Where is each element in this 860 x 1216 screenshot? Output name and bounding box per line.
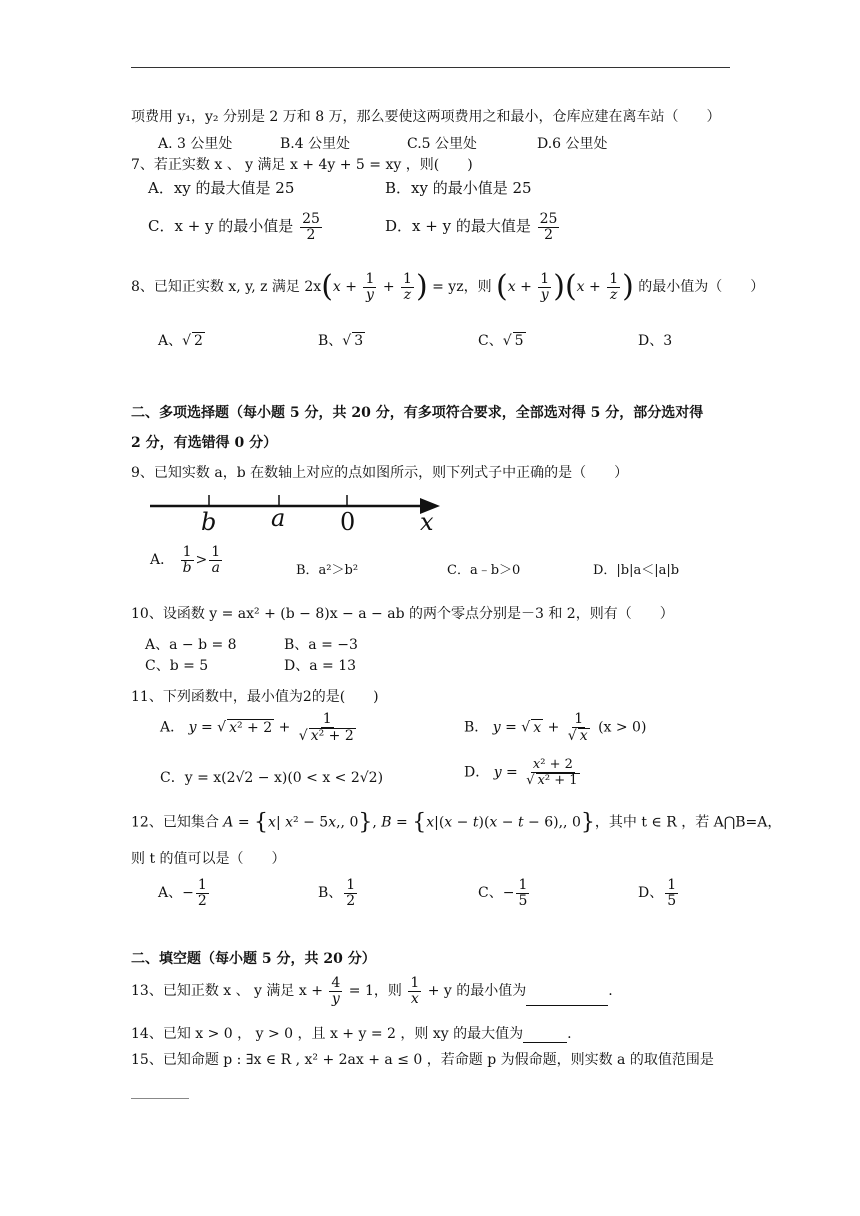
q10-option-a: A、a − b = 8	[145, 637, 237, 653]
q7-option-b: B．xy 的最小值是 25	[385, 179, 532, 197]
q12-option-b: B、 $\frac{1}{2}$	[318, 877, 356, 909]
q6-option-a: A. 3 公里处	[158, 136, 233, 152]
header-rule	[131, 67, 730, 68]
q13: 13、已知正数 x 、 y 满足 x + $\frac{4}{y}$ = 1，则 $\frac{1}{x}$ + y 的最小值为 .	[131, 975, 613, 1007]
q8-option-d: D、3	[638, 333, 673, 349]
q6-option-c: C.5 公里处	[407, 136, 478, 152]
section2-heading-line2: 2 分，有选错得 0 分）	[131, 435, 278, 451]
axis-label-b: b	[201, 508, 217, 536]
q12-stem: 12、已知集合 A = {x| x² − 5x,, 0}, B = {x|(x − t)(x − t − 6),, 0}，其中 t ∈ R ，若 A⋂B=A，	[131, 810, 782, 835]
q15: 15、已知命题 p : ∃x ∈ R , x² + 2ax + a ≤ 0 ，若命题 p 为假命题，则实数 a 的取值范围是	[131, 1052, 714, 1068]
section3-heading: 二、填空题（每小题 5 分，共 20 分）	[131, 951, 376, 967]
q13-answer-blank[interactable]	[526, 1005, 608, 1006]
q6-option-b: B.4 公里处	[280, 136, 351, 152]
q8-option-a: A、√ 2	[158, 333, 203, 349]
q8-option-b: B、√ 3	[318, 333, 364, 349]
axis-label-a: a	[271, 504, 286, 532]
q10-option-b: B、a = −3	[284, 637, 358, 653]
q11-option-c: C．y = x(2√2 − x)(0 < x < 2√2)	[160, 770, 384, 786]
q7-option-d: D．x + y 的最大值是 $\frac{25}{2}$	[385, 211, 558, 243]
q9-option-a: A． $\frac{1}{b}$ > $\frac{1}{a}$	[150, 544, 221, 576]
q14-answer-blank[interactable]	[523, 1042, 567, 1043]
q6-tail: 项费用 y₁，y₂ 分别是 2 万和 8 万，那么要使这两项费用之和最小，仓库应建在离车站（ ）	[131, 109, 721, 125]
q12-option-c: C、− $\frac{1}{5}$	[478, 877, 528, 909]
axis-label-x: x	[420, 508, 434, 536]
q9-option-b: B．a²＞b²	[296, 563, 359, 578]
q6-option-d: D.6 公里处	[537, 136, 608, 152]
q9-stem: 9、已知实数 a，b 在数轴上对应的点如图所示，则下列式子中正确的是（ ）	[131, 465, 629, 481]
q7-option-c: C．x + y 的最小值是 $\frac{25}{2}$	[148, 211, 320, 243]
section2-heading-line1: 二、多项选择题（每小题 5 分，共 20 分，有多项符合要求，全部选对得 5 分，部分选对得	[131, 405, 704, 421]
q7-stem: 7、若正实数 x 、 y 满足 x + 4y + 5 = xy ，则( )	[131, 157, 473, 173]
q8-option-c: C、√ 5	[478, 333, 524, 349]
q12-stem-line2: 则 t 的值可以是（ ）	[131, 851, 286, 867]
axis-label-zero: 0	[340, 508, 356, 536]
number-line-figure	[140, 490, 450, 540]
q9-option-d: D．|b|a＜|a|b	[593, 563, 680, 578]
q9-option-c: C．a﹣b＞0	[447, 563, 521, 578]
q8-stem: 8、已知正实数 x, y, z 满足 2x(x + $\frac{1}{y}$ + $\frac{1}{z}$ ) = yz，则 (x + $\frac{1}{y}$ )(x + $\frac{1}{z}$ ) 的最小值为（ ）	[131, 269, 765, 305]
q11-option-b: B． y = √ x + $\frac{1}{√ x}$ (x > 0)	[464, 711, 647, 744]
q7-option-a: A．xy 的最大值是 25	[148, 179, 295, 197]
q11-option-a: A． y = √ x² + 2 + $\frac{1}{\text{√ x² + 2}}$	[160, 711, 354, 744]
q11-stem: 11、下列函数中，最小值为2的是( )	[131, 689, 379, 705]
q10-option-c: C、b = 5	[145, 658, 209, 674]
q12-option-d: D、 $\frac{1}{5}$	[638, 877, 677, 909]
q12-option-a: A、− $\frac{1}{2}$	[158, 877, 207, 909]
q10-stem: 10、设函数 y = ax² + (b − 8)x − a − ab 的两个零点分别是－3 和 2，则有（ ）	[131, 606, 674, 622]
q10-option-d: D、a = 13	[284, 658, 357, 674]
q11-option-d: D． y = $\frac{\text{x² + 2}}{\text{√ x² + 1}}$	[464, 757, 578, 788]
q15-answer-blank[interactable]	[131, 1098, 189, 1099]
q14: 14、已知 x > 0 ， y > 0 ，且 x + y = 2 ，则 xy 的最大值为 .	[131, 1026, 572, 1042]
